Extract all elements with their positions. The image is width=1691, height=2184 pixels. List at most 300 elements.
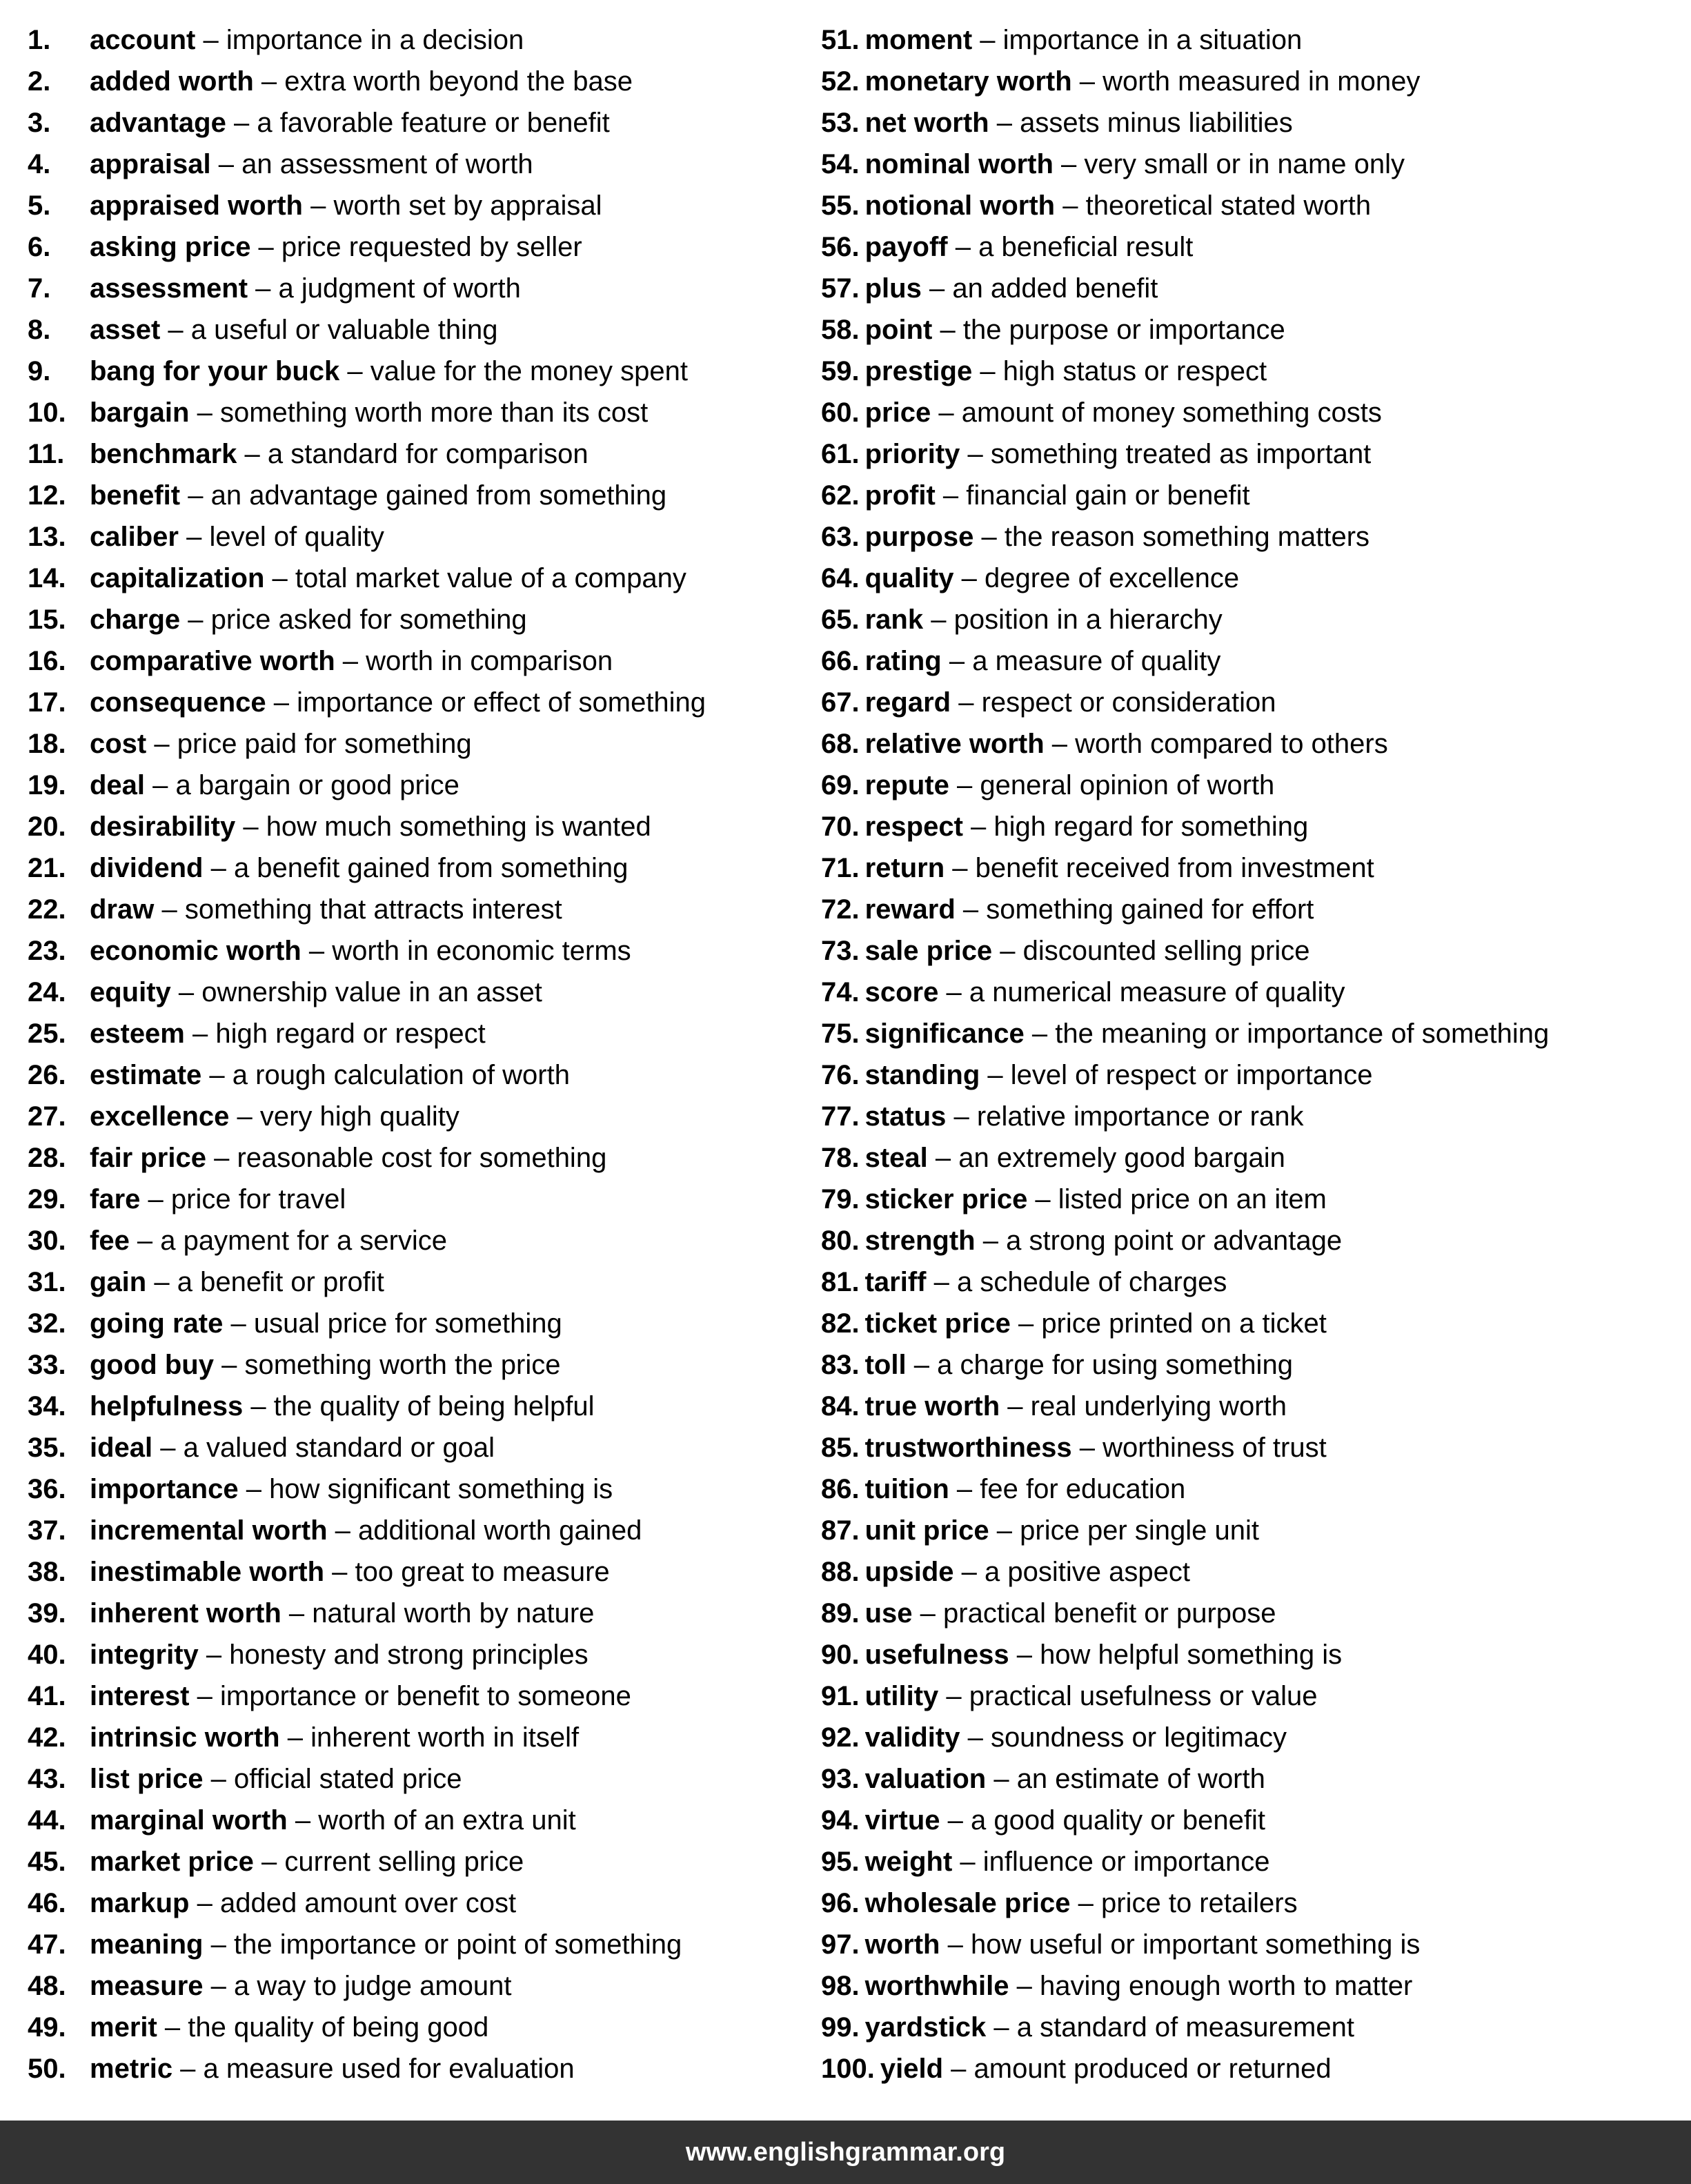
list-item — [28, 1593, 814, 1634]
item-text — [90, 1924, 682, 1965]
item-term: use — [864, 1598, 913, 1629]
item-definition: how useful or important something is — [970, 1929, 1421, 1960]
list-item — [28, 392, 814, 433]
item-number: 28. — [28, 1143, 66, 1173]
item-term: trustworthiness — [864, 1433, 1072, 1463]
item-term: point — [864, 315, 933, 345]
item-term: unit price — [864, 1515, 989, 1546]
item-number: 5. — [28, 190, 51, 221]
item-definition: assets minus liabilities — [1020, 108, 1293, 138]
item-text — [90, 889, 562, 930]
item-definition: level of quality — [209, 522, 384, 552]
item-number: 64. — [821, 563, 860, 593]
item-definition: practical usefulness or value — [969, 1681, 1318, 1711]
item-separator: – — [986, 2012, 1017, 2043]
item-definition: a numerical measure of quality — [969, 977, 1345, 1007]
item-separator: – — [986, 1764, 1017, 1794]
item-number: 24. — [28, 977, 66, 1007]
list-item — [28, 1758, 814, 1800]
item-definition: benefit received from investment — [975, 853, 1374, 883]
item-text — [90, 1096, 459, 1137]
item-number: 47. — [28, 1929, 66, 1960]
item-text — [90, 1800, 576, 1841]
item-text — [865, 1179, 1327, 1220]
item-text — [90, 1137, 606, 1179]
item-definition: worthiness of trust — [1102, 1433, 1327, 1463]
list-item — [821, 1468, 1690, 1510]
list-item — [821, 599, 1690, 640]
item-term: capitalization — [90, 563, 265, 593]
item-separator: – — [339, 356, 370, 386]
list-item — [28, 1303, 814, 1344]
item-term: relative worth — [864, 729, 1045, 759]
item-term: metric — [90, 2054, 173, 2084]
list-item — [821, 309, 1690, 351]
item-definition: reasonable cost for something — [237, 1143, 607, 1173]
item-definition: inherent worth in itself — [310, 1722, 580, 1753]
item-separator: – — [226, 108, 257, 138]
item-number: 3. — [28, 108, 51, 138]
item-text — [90, 806, 651, 847]
item-text — [865, 1054, 1373, 1096]
item-number: 41. — [28, 1681, 66, 1711]
item-number: 19. — [28, 770, 66, 800]
item-term: upside — [864, 1557, 954, 1587]
item-number: 71. — [821, 853, 860, 883]
item-number: 54. — [821, 149, 860, 179]
item-definition: influence or importance — [982, 1847, 1270, 1877]
item-definition: a valued standard or goal — [183, 1433, 495, 1463]
item-definition: a standard of measurement — [1016, 2012, 1354, 2043]
item-number: 32. — [28, 1308, 66, 1339]
item-text — [865, 516, 1369, 558]
list-item — [821, 268, 1690, 309]
item-term: markup — [90, 1888, 190, 1918]
item-number: 14. — [28, 563, 66, 593]
list-item — [28, 1841, 814, 1882]
item-term: comparative worth — [90, 646, 335, 676]
list-item — [28, 1675, 814, 1717]
item-definition: how significant something is — [269, 1474, 613, 1504]
item-text — [90, 1303, 562, 1344]
list-item — [28, 765, 814, 806]
item-text — [865, 268, 1158, 309]
item-definition: discounted selling price — [1022, 936, 1310, 966]
item-separator: – — [1027, 1184, 1058, 1214]
item-separator: – — [932, 315, 963, 345]
item-separator: – — [940, 1805, 971, 1836]
item-definition: a standard for comparison — [267, 439, 589, 469]
item-term: significance — [864, 1019, 1025, 1049]
list-item — [28, 930, 814, 972]
list-item — [28, 1137, 814, 1179]
item-number: 50. — [28, 2054, 66, 2084]
item-term: dividend — [90, 853, 204, 883]
item-definition: very high quality — [259, 1101, 459, 1132]
item-term: meaning — [90, 1929, 204, 1960]
item-definition: very small or in name only — [1084, 149, 1405, 179]
item-separator: – — [931, 397, 962, 428]
item-text — [90, 2007, 488, 2048]
item-number: 18. — [28, 729, 66, 759]
item-number: 67. — [821, 687, 860, 718]
item-number: 31. — [28, 1267, 66, 1297]
item-definition: a bargain or good price — [175, 770, 459, 800]
item-separator: – — [1024, 1019, 1056, 1049]
item-term: good buy — [90, 1350, 214, 1380]
list-item — [28, 2007, 814, 2048]
item-separator: – — [195, 25, 226, 55]
item-definition: soundness or legitimacy — [990, 1722, 1287, 1753]
item-definition: practical benefit or purpose — [943, 1598, 1276, 1629]
item-term: inherent worth — [90, 1598, 281, 1629]
list-item — [28, 1261, 814, 1303]
list-item — [821, 1096, 1690, 1137]
list-item — [28, 268, 814, 309]
item-term: validity — [864, 1722, 960, 1753]
item-number: 12. — [28, 480, 66, 511]
list-item — [821, 1427, 1690, 1468]
item-number: 1. — [28, 25, 51, 55]
list-item — [821, 1758, 1690, 1800]
item-separator: – — [1010, 1308, 1042, 1339]
item-definition: an estimate of worth — [1016, 1764, 1265, 1794]
item-separator: – — [213, 1350, 245, 1380]
item-number: 17. — [28, 687, 66, 718]
list-item — [821, 1303, 1690, 1344]
item-term: net worth — [864, 108, 989, 138]
item-term: repute — [864, 770, 949, 800]
item-separator: – — [923, 604, 954, 635]
item-term: profit — [864, 480, 936, 511]
item-separator: – — [927, 1143, 959, 1173]
item-text — [90, 1468, 613, 1510]
item-text — [865, 433, 1372, 475]
item-separator: – — [960, 439, 991, 469]
item-separator: – — [203, 1929, 234, 1960]
item-term: fare — [90, 1184, 141, 1214]
item-text — [865, 1013, 1550, 1054]
item-term: worthwhile — [864, 1971, 1009, 2001]
item-definition: level of respect or importance — [1010, 1060, 1373, 1090]
item-number: 51. — [821, 25, 860, 55]
item-separator: – — [203, 1971, 235, 2001]
item-number: 100. — [821, 2054, 875, 2084]
item-separator: – — [992, 936, 1023, 966]
word-list-column-right — [821, 19, 1690, 2089]
item-text — [865, 102, 1293, 144]
list-item — [28, 1013, 814, 1054]
item-term: reward — [864, 894, 956, 925]
item-text — [865, 1510, 1259, 1551]
item-term: desirability — [90, 811, 236, 842]
item-number: 39. — [28, 1598, 66, 1629]
item-separator: – — [145, 770, 176, 800]
item-definition: price for travel — [170, 1184, 346, 1214]
footer-bar — [0, 2121, 1691, 2184]
item-definition: extra worth beyond the base — [284, 66, 633, 97]
item-definition: a benefit or profit — [177, 1267, 384, 1297]
item-text — [90, 268, 521, 309]
item-text — [865, 2007, 1354, 2048]
item-separator: – — [160, 315, 191, 345]
list-item — [28, 723, 814, 765]
item-text — [865, 1096, 1304, 1137]
item-term: tuition — [864, 1474, 949, 1504]
item-definition: the reason something matters — [1004, 522, 1370, 552]
item-separator: – — [238, 1474, 270, 1504]
list-item — [28, 558, 814, 599]
list-item — [821, 1924, 1690, 1965]
item-term: true worth — [864, 1391, 1000, 1421]
item-number: 96. — [821, 1888, 860, 1918]
item-number: 29. — [28, 1184, 66, 1214]
item-number: 52. — [821, 66, 860, 97]
item-text — [90, 1758, 462, 1800]
list-item — [28, 1717, 814, 1758]
item-separator: – — [935, 480, 967, 511]
item-separator: – — [1053, 149, 1085, 179]
list-item — [821, 1882, 1690, 1924]
item-term: equity — [90, 977, 171, 1007]
item-separator: – — [921, 273, 953, 304]
item-term: estimate — [90, 1060, 202, 1090]
item-number: 66. — [821, 646, 860, 676]
item-term: rating — [864, 646, 942, 676]
item-separator: – — [203, 1764, 234, 1794]
item-separator: – — [947, 232, 979, 262]
item-term: weight — [864, 1847, 953, 1877]
item-definition: total market value of a company — [295, 563, 686, 593]
item-text — [90, 1261, 384, 1303]
item-term: standing — [864, 1060, 980, 1090]
item-term: merit — [90, 2012, 157, 2043]
item-separator: – — [946, 1101, 977, 1132]
item-separator: – — [235, 811, 266, 842]
list-item — [821, 723, 1690, 765]
item-number: 91. — [821, 1681, 860, 1711]
item-text — [90, 1054, 570, 1096]
item-number: 63. — [821, 522, 860, 552]
item-term: esteem — [90, 1019, 185, 1049]
item-separator: – — [951, 687, 982, 718]
item-definition: relative importance or rank — [976, 1101, 1304, 1132]
item-text — [90, 847, 628, 889]
item-definition: the purpose or importance — [962, 315, 1285, 345]
list-item — [28, 351, 814, 392]
item-number: 6. — [28, 232, 51, 262]
item-text — [90, 102, 610, 144]
item-text — [90, 1634, 589, 1675]
item-definition: importance or benefit to someone — [219, 1681, 631, 1711]
item-number: 4. — [28, 149, 51, 179]
item-term: added worth — [90, 66, 254, 97]
item-separator: – — [926, 1267, 957, 1297]
item-text — [90, 1013, 486, 1054]
item-text — [865, 640, 1221, 682]
item-definition: high regard or respect — [215, 1019, 486, 1049]
list-item — [821, 475, 1690, 516]
list-item — [821, 847, 1690, 889]
item-definition: something worth more than its cost — [219, 397, 649, 428]
item-term: integrity — [90, 1640, 199, 1670]
item-number: 75. — [821, 1019, 860, 1049]
list-item — [821, 226, 1690, 268]
item-definition: an extremely good bargain — [958, 1143, 1285, 1173]
item-term: appraised worth — [90, 190, 303, 221]
item-text — [865, 351, 1267, 392]
item-term: gain — [90, 1267, 147, 1297]
item-term: quality — [864, 563, 954, 593]
item-term: notional worth — [864, 190, 1056, 221]
item-definition: worth set by appraisal — [333, 190, 602, 221]
item-definition: degree of excellence — [985, 563, 1240, 593]
item-text — [865, 226, 1194, 268]
item-separator: – — [172, 2054, 204, 2084]
item-definition: something worth the price — [244, 1350, 561, 1380]
item-term: excellence — [90, 1101, 230, 1132]
item-definition: how much something is wanted — [266, 811, 651, 842]
item-number: 74. — [821, 977, 860, 1007]
item-term: yardstick — [864, 2012, 987, 2043]
item-definition: added amount over cost — [219, 1888, 517, 1918]
list-item — [28, 1800, 814, 1841]
item-term: assessment — [90, 273, 248, 304]
item-term: plus — [864, 273, 922, 304]
item-definition: value for the money spent — [370, 356, 689, 386]
item-term: interest — [90, 1681, 190, 1711]
item-text — [90, 2048, 575, 2089]
item-number: 44. — [28, 1805, 66, 1836]
item-term: ideal — [90, 1433, 153, 1463]
item-definition: price requested by seller — [281, 232, 582, 262]
item-definition: how helpful something is — [1040, 1640, 1343, 1670]
item-separator: – — [943, 2054, 974, 2084]
item-text — [90, 599, 527, 640]
list-item — [821, 1593, 1690, 1634]
item-number: 49. — [28, 2012, 66, 2043]
item-definition: price to retailers — [1101, 1888, 1298, 1918]
item-separator: – — [938, 1681, 969, 1711]
item-text — [865, 1593, 1276, 1634]
item-text — [90, 433, 589, 475]
item-definition: listed price on an item — [1058, 1184, 1327, 1214]
list-item — [821, 1344, 1690, 1386]
list-item — [28, 1634, 814, 1675]
item-text — [90, 765, 459, 806]
item-number: 80. — [821, 1226, 860, 1256]
item-separator: – — [906, 1350, 938, 1380]
item-term: regard — [864, 687, 951, 718]
item-term: incremental worth — [90, 1515, 328, 1546]
item-number: 60. — [821, 397, 860, 428]
item-text — [865, 930, 1310, 972]
item-text — [865, 1468, 1186, 1510]
list-item — [28, 682, 814, 723]
item-text — [865, 1427, 1327, 1468]
item-number: 34. — [28, 1391, 66, 1421]
item-text — [865, 1551, 1190, 1593]
item-term: marginal worth — [90, 1805, 288, 1836]
item-term: fair price — [90, 1143, 206, 1173]
item-text — [90, 1510, 642, 1551]
item-text — [865, 723, 1388, 765]
item-text — [865, 765, 1275, 806]
item-term: list price — [90, 1764, 204, 1794]
list-item — [28, 1468, 814, 1510]
item-separator: – — [287, 1805, 319, 1836]
list-item — [821, 1137, 1690, 1179]
item-text — [90, 516, 384, 558]
list-item — [28, 1386, 814, 1427]
list-item — [28, 806, 814, 847]
list-item — [821, 516, 1690, 558]
item-text — [90, 475, 666, 516]
item-text — [90, 1179, 346, 1220]
list-item — [28, 226, 814, 268]
item-separator: – — [945, 853, 976, 883]
item-definition: position in a hierarchy — [953, 604, 1223, 635]
item-separator: – — [201, 1060, 233, 1090]
item-term: respect — [864, 811, 963, 842]
item-text — [90, 1220, 447, 1261]
item-number: 61. — [821, 439, 860, 469]
item-text — [865, 1924, 1421, 1965]
item-definition: a favorable feature or benefit — [257, 108, 610, 138]
item-separator: – — [952, 1847, 983, 1877]
item-text — [90, 723, 472, 765]
item-definition: amount produced or returned — [973, 2054, 1332, 2084]
item-text — [865, 1882, 1298, 1924]
item-number: 97. — [821, 1929, 860, 1960]
item-number: 87. — [821, 1515, 860, 1546]
item-term: rank — [864, 604, 924, 635]
item-definition: an assessment of worth — [241, 149, 533, 179]
item-number: 23. — [28, 936, 66, 966]
list-item — [28, 433, 814, 475]
item-separator: – — [129, 1226, 161, 1256]
item-separator: – — [302, 190, 334, 221]
list-item — [821, 185, 1690, 226]
item-term: purpose — [864, 522, 974, 552]
item-text — [90, 682, 706, 723]
item-separator: – — [1044, 729, 1076, 759]
item-term: bargain — [90, 397, 190, 428]
item-text — [90, 1386, 595, 1427]
item-text — [865, 1220, 1343, 1261]
item-definition: financial gain or benefit — [966, 480, 1250, 511]
item-definition: a good quality or benefit — [971, 1805, 1266, 1836]
item-number: 15. — [28, 604, 66, 635]
list-item — [821, 1717, 1690, 1758]
item-number: 98. — [821, 1971, 860, 2001]
list-item — [28, 309, 814, 351]
item-definition: price per single unit — [1020, 1515, 1259, 1546]
list-item — [821, 558, 1690, 599]
list-item — [28, 640, 814, 682]
item-text — [865, 1386, 1287, 1427]
item-text — [865, 144, 1405, 185]
item-text — [865, 1303, 1327, 1344]
item-term: charge — [90, 604, 181, 635]
list-item — [821, 19, 1690, 61]
item-definition: a benefit gained from something — [233, 853, 629, 883]
item-separator: – — [243, 1391, 274, 1421]
item-number: 36. — [28, 1474, 66, 1504]
list-item — [28, 1510, 814, 1551]
item-text — [865, 682, 1276, 723]
item-text — [90, 19, 524, 61]
